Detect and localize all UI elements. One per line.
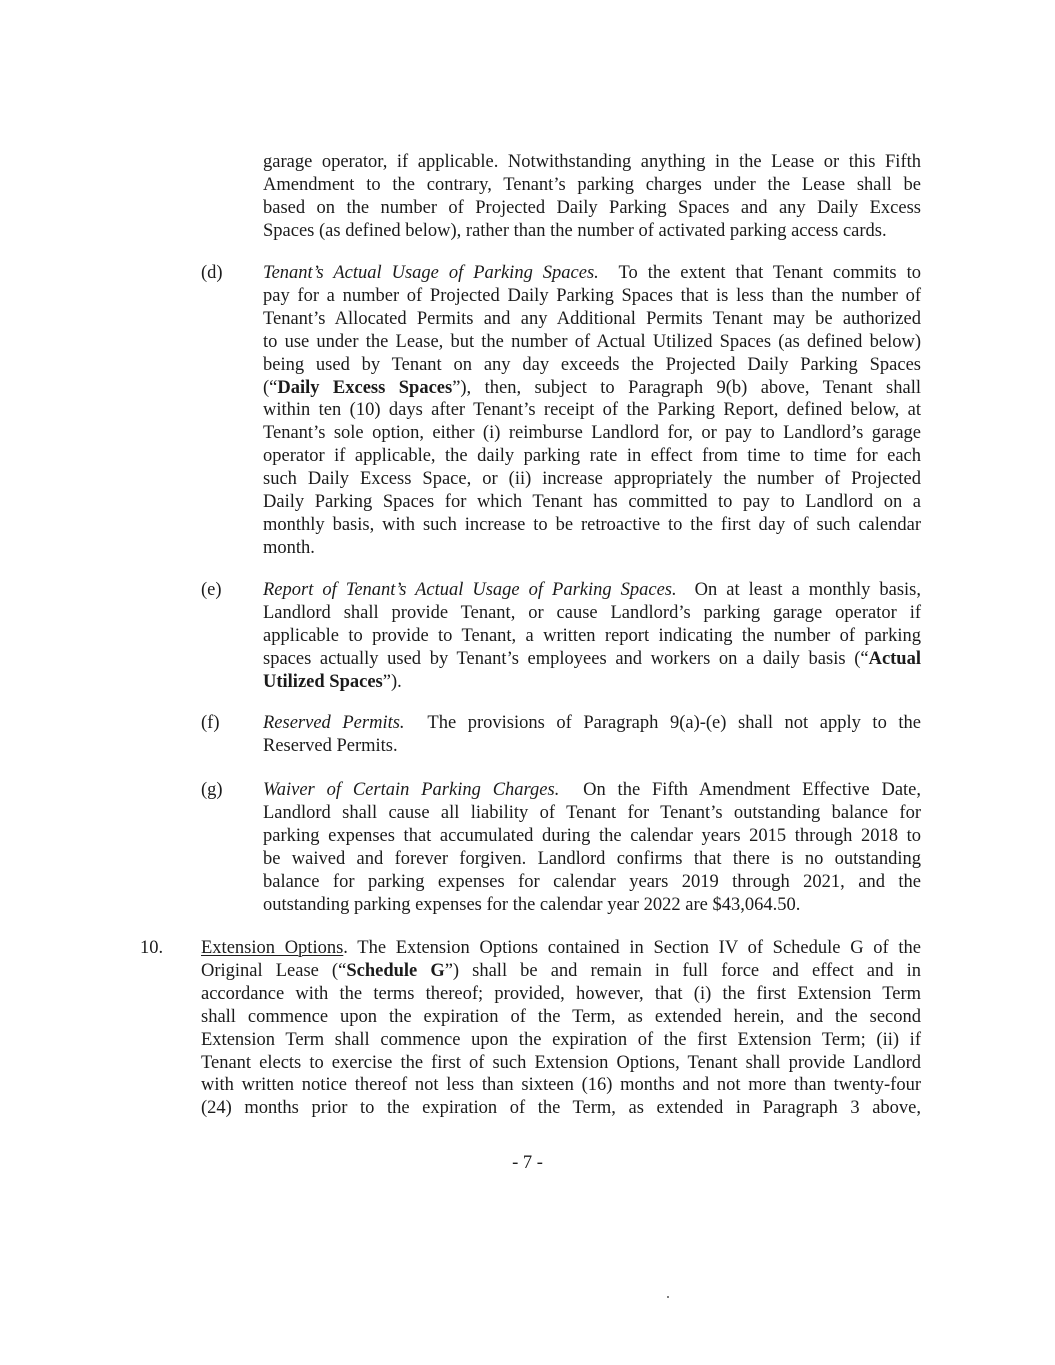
text-span: ”) shall be and remain in full force and effect and in xyxy=(444,960,921,981)
defined-term: Daily Excess Spaces xyxy=(277,377,453,398)
clause-f-heading: Reserved Permits. xyxy=(263,713,405,733)
clause-g-heading: Waiver of Certain Parking Charges. xyxy=(263,780,560,800)
section-10-label: 10. xyxy=(140,938,164,958)
text-line: Reserved Permits. xyxy=(263,735,398,756)
text-line xyxy=(263,377,921,400)
clause-e-label: (e) xyxy=(201,580,222,600)
section-10-heading: Extension Options xyxy=(201,938,344,958)
text-line xyxy=(263,712,921,735)
text-line: be waived and forever forgiven. Landlord confirms that there is no outstanding xyxy=(263,848,921,869)
clause-f-text xyxy=(263,712,921,758)
text-line: (24) months prior to the expiration of the Term, as extended in Paragraph 3 above, xyxy=(201,1098,921,1119)
text-line: operator if applicable, the daily parking rate in effect from time to time for each xyxy=(263,446,921,467)
text-line: pay for a number of Projected Daily Parking Spaces that is less than the number of xyxy=(263,285,921,306)
text-line xyxy=(263,779,921,802)
clause-d-label: (d) xyxy=(201,263,223,283)
text-line xyxy=(201,937,921,960)
text-line: Tenant’s Allocated Permits and any Additional Permits Tenant may be authorized xyxy=(263,308,921,329)
text-line: Tenant’s sole option, either (i) reimburse Landlord for, or pay to Landlord’s garage xyxy=(263,423,921,444)
clause-f-label: (f) xyxy=(201,713,220,733)
text-span: ”), then, subject to Paragraph 9(b) above, Tenant shall xyxy=(452,377,921,398)
text-line: month. xyxy=(263,537,315,558)
text-line: to use under the Lease, but the number of Actual Utilized Spaces (as defined below) xyxy=(263,331,921,352)
text-line: being used by Tenant on any day exceeds the Projected Daily Parking Spaces xyxy=(263,354,921,375)
text-line: parking expenses that accumulated during the calendar years 2015 through 2018 to xyxy=(263,825,921,846)
text-line: Daily Parking Spaces for which Tenant has committed to pay to Landlord on a xyxy=(263,492,921,513)
text-line: based on the number of Projected Daily Parking Spaces and any Daily Excess xyxy=(263,197,921,218)
intro-paragraph xyxy=(263,151,921,243)
text-line xyxy=(263,671,921,694)
text-span: On at least a monthly basis, xyxy=(694,580,921,600)
clause-e-heading: Report of Tenant’s Actual Usage of Parking Spaces. xyxy=(263,580,677,600)
text-line: monthly basis, with such increase to be retroactive to the first day of such calendar xyxy=(263,514,921,535)
defined-term: Utilized Spaces xyxy=(263,671,383,692)
text-line xyxy=(263,648,921,671)
text-line: shall commence upon the expiration of the Term, as extended herein, and the second xyxy=(201,1006,921,1027)
text-line xyxy=(263,579,921,602)
text-span: To the extent that Tenant commits to xyxy=(618,263,922,283)
text-line: Landlord shall cause all liability of Tenant for Tenant’s outstanding balance for xyxy=(263,802,921,823)
text-line: Spaces (as defined below), rather than the number of activated parking access cards. xyxy=(263,220,887,241)
text-line xyxy=(201,960,921,983)
text-line: garage operator, if applicable. Notwithstanding anything in the Lease or this Fifth xyxy=(263,152,921,172)
text-span: The provisions of Paragraph 9(a)-(e) shall not apply to the xyxy=(427,713,921,733)
text-span: ”). xyxy=(382,671,402,692)
clause-g-label: (g) xyxy=(201,780,223,800)
text-span: spaces actually used by Tenant’s employees and workers on a daily basis (“ xyxy=(263,648,869,669)
text-line: Landlord shall provide Tenant, or cause Landlord’s parking garage operator if xyxy=(263,602,921,623)
text-span: On the Fifth Amendment Effective Date, xyxy=(583,780,922,800)
text-line: with written notice thereof not less than sixteen (16) months and not more than twenty-four xyxy=(201,1075,921,1096)
clause-e-text xyxy=(263,579,921,694)
text-line: balance for parking expenses for calendar years 2019 through 2021, and the xyxy=(263,871,921,892)
text-line: Tenant elects to exercise the first of such Extension Options, Tenant shall provide Landlord xyxy=(201,1052,921,1073)
clause-g-text xyxy=(263,779,921,916)
defined-term: Schedule G xyxy=(346,960,445,981)
text-line: applicable to provide to Tenant, a written report indicating the number of parking xyxy=(263,625,921,646)
text-span: Original Lease (“ xyxy=(201,960,347,981)
clause-d-text xyxy=(263,262,921,560)
text-span: (“ xyxy=(263,377,278,398)
scan-speck xyxy=(667,1296,669,1298)
text-line: within ten (10) days after Tenant’s receipt of the Parking Report, defined below, at xyxy=(263,400,921,421)
clause-d-heading: Tenant’s Actual Usage of Parking Spaces. xyxy=(263,263,599,283)
text-span: . The Extension Options contained in Section IV of Schedule G of the xyxy=(343,938,921,958)
text-line xyxy=(263,262,921,285)
text-line: outstanding parking expenses for the calendar year 2022 are $43,064.50. xyxy=(263,894,801,915)
text-line: accordance with the terms thereof; provided, however, that (i) the first Extension Term xyxy=(201,983,921,1004)
page-number: - 7 - xyxy=(512,1153,543,1173)
text-line: Amendment to the contrary, Tenant’s parking charges under the Lease shall be xyxy=(263,174,921,195)
section-10-text xyxy=(201,937,921,1120)
text-line: Extension Term shall commence upon the expiration of the first Extension Term; (ii) if xyxy=(201,1029,921,1050)
text-line: such Daily Excess Space, or (ii) increase appropriately the number of Projected xyxy=(263,469,921,490)
defined-term: Actual xyxy=(868,648,921,669)
